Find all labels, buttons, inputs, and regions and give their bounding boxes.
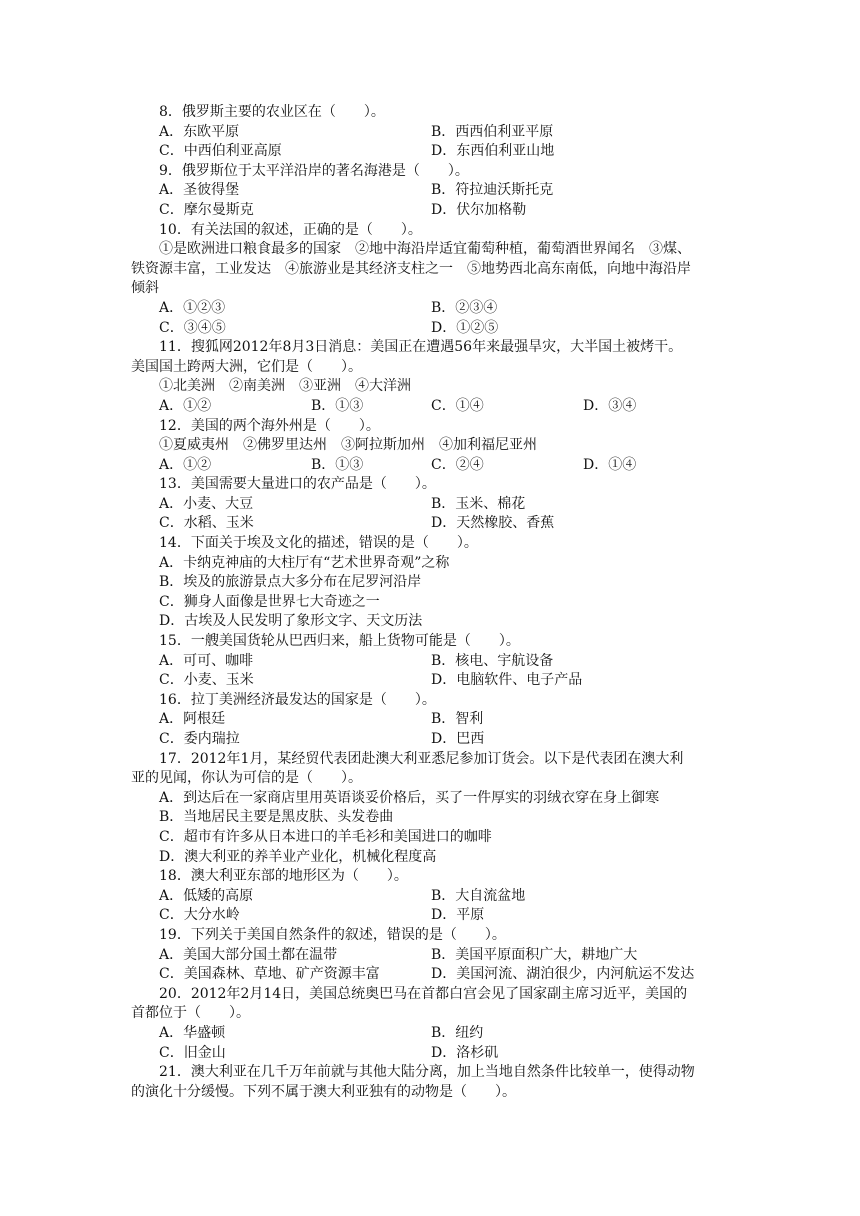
- question-18-options-row-1: [131, 887, 791, 907]
- option-c: C．美国森林、草地、矿产资源丰富: [159, 966, 380, 983]
- option-b: B．埃及的旅游景点大多分布在尼罗河沿岸: [159, 574, 422, 591]
- option-d: D．伏尔加格勒: [431, 201, 527, 218]
- question-16-stem: 16．拉丁美洲经济最发达的国家是（ ）。: [159, 691, 436, 708]
- option-b: B．核电、宇航设备: [431, 652, 554, 669]
- option-d: D．澳大利亚的养羊业产业化，机械化程度高: [159, 848, 437, 865]
- question-13-stem: 13．美国需要大量进口的农产品是（ ）。: [159, 476, 436, 493]
- question-20-stem-line-2: 首都位于（ ）。: [131, 1005, 250, 1022]
- question-11-stem-line-2: 美国国土跨两大洲，它们是（ ）。: [131, 358, 362, 375]
- question-18-stem: 18．澳大利亚东部的地形区为（ ）。: [159, 868, 408, 885]
- option-a: A．东欧平原: [159, 123, 240, 140]
- option-a: A．华盛顿: [159, 1024, 226, 1041]
- option-d: D．洛杉矶: [431, 1044, 499, 1061]
- option-b: B．②③④: [431, 299, 498, 316]
- option-a: A．到达后在一家商店里用英语谈妥价格后，买了一件厚实的羽绒衣穿在身上御寒: [159, 789, 660, 806]
- question-12-options-row: [131, 456, 791, 476]
- question-15-stem: 15．一艘美国货轮从巴西归来，船上货物可能是（ ）。: [159, 633, 520, 650]
- option-c: C．中西伯利亚高原: [159, 143, 282, 160]
- option-b: B．①③: [311, 397, 364, 414]
- question-14-stem: 14．下面关于埃及文化的描述，错误的是（ ）。: [159, 535, 478, 552]
- question-15-options-row-1: [131, 652, 791, 672]
- option-d: D．①④: [583, 456, 637, 473]
- option-d: D．美国河流、湖泊很少，内河航运不发达: [431, 966, 695, 983]
- option-b: B．①③: [311, 456, 364, 473]
- question-17-stem-line-1: 17．2012年1月，某经贸代表团赴澳大利亚悉尼参加订货会。以下是代表团在澳大利: [159, 750, 684, 767]
- question-19-options-row-1: [131, 946, 791, 966]
- question-9-options-row-2: [131, 201, 791, 221]
- option-d: D．平原: [431, 907, 485, 924]
- option-b: B．智利: [431, 711, 484, 728]
- question-12-items: ①夏威夷州 ②佛罗里达州 ③阿拉斯加州 ④加利福尼亚州: [159, 437, 537, 454]
- option-d: D．电脑软件、电子产品: [431, 672, 583, 689]
- option-d: D．天然橡胶、香蕉: [431, 515, 555, 532]
- question-9-stem: 9．俄罗斯位于太平洋沿岸的著名海港是（ ）。: [159, 162, 469, 179]
- question-9-options-row-1: [131, 181, 791, 201]
- option-d: D．巴西: [431, 731, 485, 747]
- option-b: B．符拉迪沃斯托克: [431, 182, 554, 199]
- option-c: C．大分水岭: [159, 907, 240, 924]
- option-b: B．美国平原面积广大，耕地广大: [431, 946, 638, 963]
- option-c: C．②④: [431, 456, 484, 473]
- option-c: C．①④: [431, 397, 484, 414]
- option-a: A．阿根廷: [159, 711, 226, 728]
- option-d: D．古埃及人民发明了象形文字、天文历法: [159, 613, 423, 630]
- option-d: D．①②⑤: [431, 319, 499, 336]
- question-20-options-row-1: [131, 1024, 791, 1044]
- question-10-items-line-2: 铁资源丰富，工业发达 ④旅游业是其经济支柱之一 ⑤地势西北高东南低，向地中海沿岸: [131, 260, 691, 277]
- option-a: A．可可、咖啡: [159, 652, 254, 669]
- question-10-options-row-2: [131, 319, 791, 339]
- question-11-stem-line-1: 11．搜狐网2012年8月3日消息：美国正在遭遇56年来最强旱灾，大半国土被烤干。: [159, 339, 683, 356]
- question-19-stem: 19．下列关于美国自然条件的叙述，错误的是（ ）。: [159, 926, 506, 943]
- question-11-options-row: [131, 397, 791, 417]
- option-b: B．玉米、棉花: [431, 495, 526, 512]
- option-d: D．③④: [583, 397, 637, 414]
- question-15-options-row-2: [131, 671, 791, 691]
- question-11-items: ①北美洲 ②南美洲 ③亚洲 ④大洋洲: [159, 378, 411, 395]
- option-a: A．①②③: [159, 299, 226, 316]
- question-10-stem: 10．有关法国的叙述，正确的是（ ）。: [159, 221, 422, 238]
- option-b: B．纽约: [431, 1024, 484, 1041]
- option-a: A．①②: [159, 456, 212, 473]
- option-a: A．美国大部分国土都在温带: [159, 946, 338, 963]
- option-c: C．③④⑤: [159, 319, 226, 336]
- option-a: A．卡纳克神庙的大柱厅有“艺术世界奇观”之称: [159, 554, 450, 571]
- question-21-stem-line-2: 的演化十分缓慢。下列不属于澳大利亚独有的动物是（ ）。: [131, 1083, 516, 1100]
- question-8-options-row-2: [131, 142, 791, 162]
- question-16-options-row-1: [131, 710, 791, 730]
- option-c: C．摩尔曼斯克: [159, 201, 254, 218]
- question-20-stem-line-1: 20．2012年2月14日，美国总统奥巴马在首都白宫会见了国家副主席习近平，美国的: [159, 985, 688, 1002]
- question-21-stem-line-1: 21．澳大利亚在几千万年前就与其他大陆分离，加上当地自然条件比较单一，使得动物: [159, 1064, 695, 1081]
- option-a: A．①②: [159, 397, 212, 414]
- option-c: C．狮身人面像是世界七大奇迹之一: [159, 593, 380, 610]
- question-20-options-row-2: [131, 1044, 791, 1064]
- question-13-options-row-2: [131, 514, 791, 534]
- option-a: A．低矮的高原: [159, 887, 254, 904]
- question-10-items-line-3: 倾斜: [131, 280, 159, 297]
- question-12-stem: 12．美国的两个海外州是（ ）。: [159, 417, 380, 434]
- question-16-options-row-2: [131, 730, 791, 750]
- question-8-stem: 8．俄罗斯主要的农业区在（ ）。: [159, 104, 385, 120]
- option-b: B．西西伯利亚平原: [431, 123, 554, 140]
- question-17-stem-line-2: 亚的见闻，你认为可信的是（ ）。: [131, 770, 362, 787]
- option-c: C．旧金山: [159, 1044, 226, 1061]
- option-d: D．东西伯利亚山地: [431, 143, 555, 160]
- question-13-options-row-1: [131, 495, 791, 515]
- question-10-items-line-1: ①是欧洲进口粮食最多的国家 ②地中海沿岸适宜葡萄种植，葡萄酒世界闻名 ③煤、: [159, 241, 691, 258]
- option-b: B．当地居民主要是黑皮肤、头发卷曲: [159, 809, 394, 826]
- question-list: [131, 103, 791, 1102]
- option-a: A．小麦、大豆: [159, 495, 254, 512]
- option-c: C．小麦、玉米: [159, 672, 254, 689]
- option-c: C．委内瑞拉: [159, 731, 240, 747]
- question-10-options-row-1: [131, 299, 791, 319]
- question-8-options-row-1: [131, 123, 791, 143]
- question-19-options-row-2: [131, 965, 791, 985]
- option-c: C．超市有许多从日本进口的羊毛衫和美国进口的咖啡: [159, 828, 492, 845]
- question-18-options-row-2: [131, 906, 791, 926]
- option-a: A．圣彼得堡: [159, 182, 240, 199]
- option-b: B．大自流盆地: [431, 887, 526, 904]
- option-c: C．水稻、玉米: [159, 515, 254, 532]
